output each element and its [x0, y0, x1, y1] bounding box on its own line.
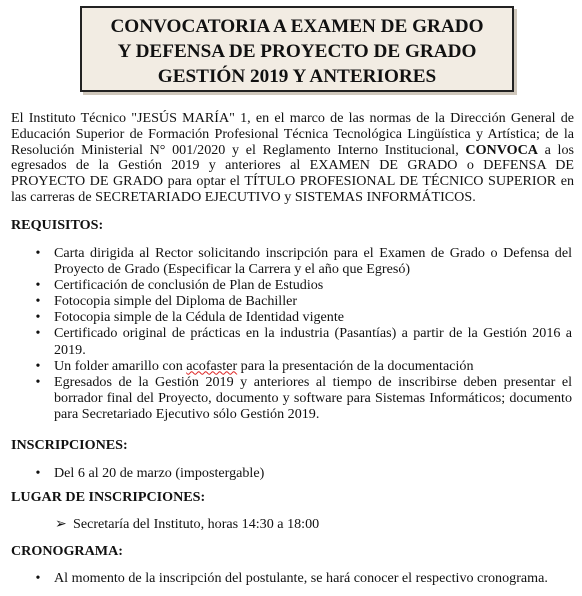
requisitos-heading: REQUISITOS: [11, 217, 104, 233]
intro-text-after: a los egresados de la Gestión 2019 y anteriores al EXAMEN DE GRADO o DEFENSA DE PROYECTO DE GRADO para optar el TÍTULO PROFESIONAL DE TÉCNICO SUPERIOR en las carreras de SECRETARIADO EJECUTIVO y SISTEMAS INFORMÁTICOS. [11, 141, 575, 205]
inscripciones-heading: INSCRIPCIONES: [11, 437, 128, 453]
cronograma-heading: CRONOGRAMA: [11, 543, 123, 559]
bullet-icon: • [35, 309, 41, 326]
bullet-icon: • [35, 373, 41, 390]
requisitos-list [0, 245, 575, 422]
title-line-3: GESTIÓN 2019 Y ANTERIORES [157, 66, 437, 87]
arrow-bullet-icon: ➢ [55, 516, 67, 532]
list-item: • Egresados de la Gestión 2019 y anteriores al tiempo de inscribirse deben presentar el borrador final del Proyecto, documento y software para Sistemas Informáticos; documento para Secretariado Ejecutivo sólo Gestión 2019. [0, 374, 575, 422]
misspelled-word: acofaster [186, 357, 238, 374]
title-box [80, 6, 514, 92]
list-item: • Carta dirigida al Rector solicitando inscripción para el Examen de Grado o Defensa del Proyecto de Grado (Especificar la Carrera y el año que Egresó) [0, 245, 575, 277]
list-item: • Fotocopia simple del Diploma de Bachiller [0, 293, 575, 309]
lugar-heading: LUGAR DE INSCRIPCIONES: [11, 489, 206, 505]
list-item: • Del 6 al 20 de marzo (impostergable) [0, 465, 575, 481]
list-item: • Al momento de la inscripción del postulante, se hará conocer el respectivo cronograma. [0, 570, 575, 586]
bullet-icon: • [35, 465, 41, 481]
bullet-icon: • [35, 293, 41, 310]
bullet-icon: • [35, 570, 41, 586]
lugar-item: ➢ Secretaría del Instituto, horas 14:30 a 18:00 [55, 516, 320, 532]
bullet-icon: • [35, 245, 41, 261]
list-item-folder: • Un folder amarillo con acofaster para la presentación de la documentación [0, 358, 575, 374]
title-line-2: Y DEFENSA DE PROYECTO DE GRADO [117, 41, 477, 62]
bullet-icon: • [35, 325, 41, 342]
list-item: • Certificación de conclusión de Plan de Estudios [0, 277, 575, 293]
title-line-1: CONVOCATORIA A EXAMEN DE GRADO [110, 16, 484, 37]
inscripciones-list [0, 465, 575, 481]
intro-paragraph [11, 111, 574, 206]
list-item: • Certificado original de prácticas en la industria (Pasantías) a partir de la Gestión 2016 a 2019. [0, 325, 575, 357]
cronograma-list [0, 570, 575, 586]
intro-text-before: El Instituto Técnico "JESÚS MARÍA" 1, en el marco de las normas de la Dirección General de Educación Superior de Formación Profesional Técnica Tecnológica Lingüística y Artística; de la Resolución Ministerial N° 001/2020 y el Reglamento Interno Institucional, [11, 110, 574, 158]
bullet-icon: • [35, 357, 41, 374]
bullet-icon: • [35, 277, 41, 294]
intro-bold-word: CONVOCA [465, 141, 538, 158]
list-item: • Fotocopia simple de la Cédula de Identidad vigente [0, 309, 575, 325]
